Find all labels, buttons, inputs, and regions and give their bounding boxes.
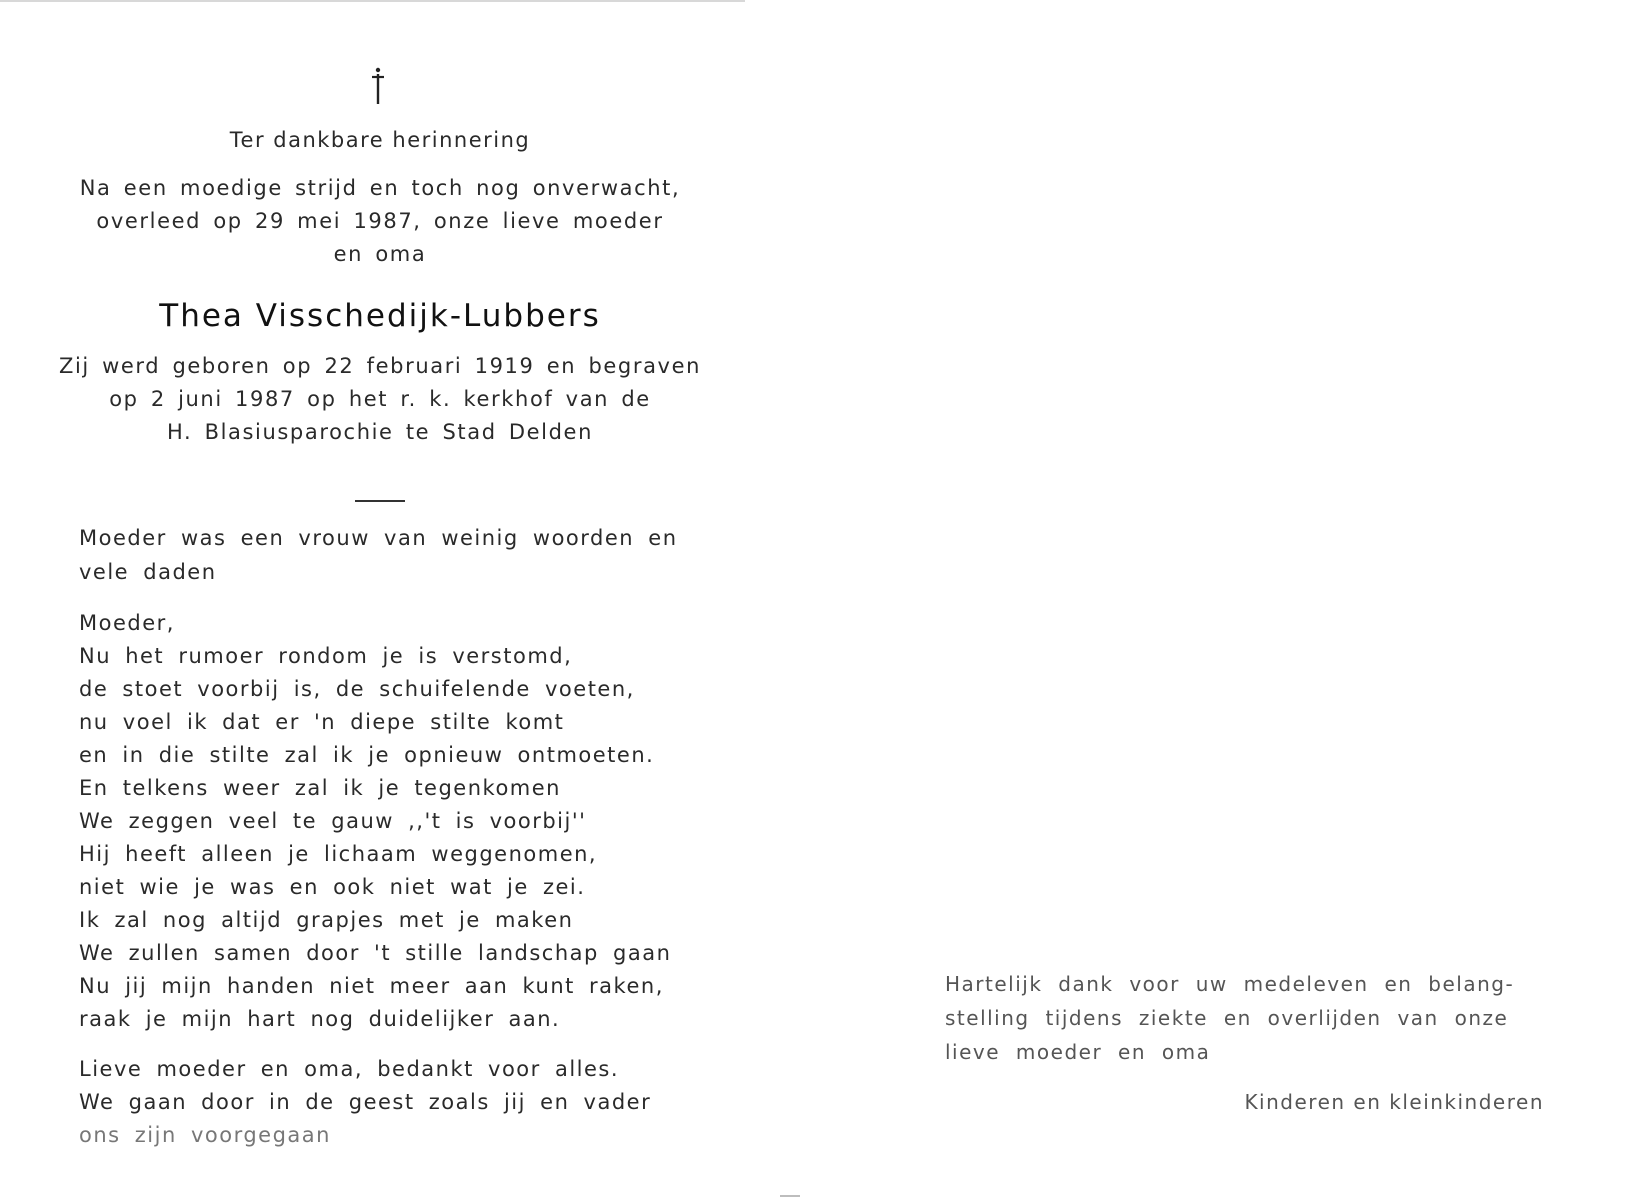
thanks-line-1: Hartelijk dank voor uw medeleven en belang- [945, 972, 1515, 996]
birth-line-2: op 2 juni 1987 op het r. k. kerkhof van de [109, 387, 651, 411]
cross-icon [366, 66, 390, 106]
signature: Kinderen en kleinkinderen [1244, 1090, 1544, 1114]
poem-line-4: nu voel ik dat er 'n diepe stilte komt [79, 710, 565, 734]
poem-line-3: de stoet voorbij is, de schuifelende voeten, [79, 677, 635, 701]
poem-line-13: raak je mijn hart nog duidelijker aan. [79, 1007, 561, 1031]
intro-line-1: Na een moedige strijd en toch nog onverwacht, [79, 176, 681, 200]
poem-line-8: Hij heeft alleen je lichaam weggenomen, [79, 842, 598, 866]
heading: Ter dankbare herinnering [229, 128, 531, 152]
closing-line-3: ons zijn voorgegaan [79, 1123, 331, 1147]
poem-line-9: niet wie je was en ook niet wat je zei. [79, 875, 586, 899]
left-page [0, 0, 760, 1200]
quote-line-1: Moeder was een vrouw van weinig woorden en [79, 526, 678, 550]
birth-line-3: H. Blasiusparochie te Stad Delden [167, 420, 593, 444]
deceased-name: Thea Visschedijk-Lubbers [159, 298, 601, 334]
poem-line-2: Nu het rumoer rondom je is verstomd, [79, 644, 573, 668]
birth-line-1: Zij werd geboren op 22 februari 1919 en begraven [58, 354, 701, 378]
poem-line-6: En telkens weer zal ik je tegenkomen [79, 776, 561, 800]
scan-mark-bottom [780, 1195, 800, 1197]
divider [355, 500, 405, 502]
poem-line-5: en in die stilte zal ik je opnieuw ontmoeten. [79, 743, 655, 767]
poem-line-1: Moeder, [79, 611, 175, 635]
thanks-line-3: lieve moeder en oma [945, 1040, 1211, 1064]
quote-line-2: vele daden [79, 560, 217, 584]
intro-line-2: overleed op 29 mei 1987, onze lieve moeder [96, 209, 664, 233]
closing-line-2: We gaan door in de geest zoals jij en vader [79, 1090, 652, 1114]
thanks-line-2: stelling tijdens ziekte en overlijden van onze [945, 1006, 1509, 1030]
intro-line-3: en oma [333, 242, 427, 266]
poem-line-11: We zullen samen door 't stille landschap gaan [79, 941, 672, 965]
poem-line-10: Ik zal nog altijd grapjes met je maken [79, 908, 574, 932]
closing-line-1: Lieve moeder en oma, bedankt voor alles. [79, 1057, 620, 1081]
poem-line-7: We zeggen veel te gauw ,,'t is voorbij'' [79, 809, 587, 833]
poem-line-12: Nu jij mijn handen niet meer aan kunt raken, [79, 974, 664, 998]
